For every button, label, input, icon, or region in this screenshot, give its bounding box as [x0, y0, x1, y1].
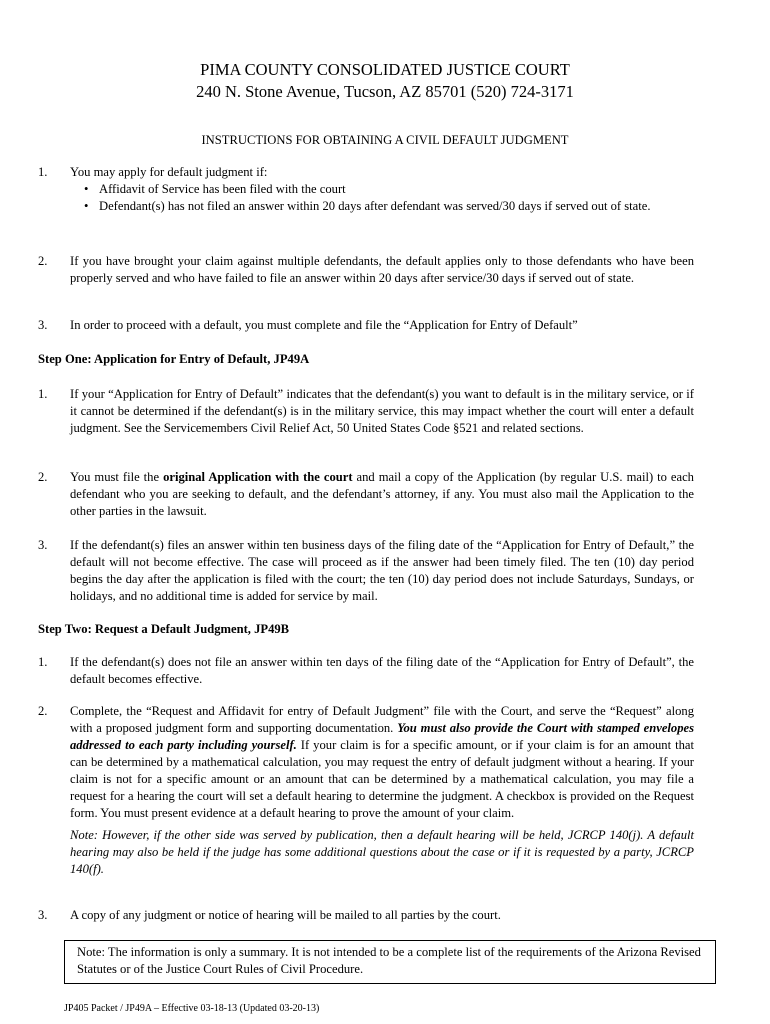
text-run: If your claim is for a specific amount, or if your claim is for an amount that can be determined by a mathematical calculation, you may request the entry of default judgment without a hearing. If your claim is not for a specific amount or an amount that can be determined by a mathematical calculation, you may file a request for a hearing the court will set a default hearing to determine the judgment. A checkbox is provided on the Request form. You must present evidence at a default hearing to prove the amount of your claim. — [70, 738, 694, 820]
item-number: 3. — [38, 908, 48, 922]
text-run: You must file the — [70, 470, 164, 484]
bullet-list — [70, 181, 694, 215]
bold-text: original Application with the court — [163, 470, 353, 484]
intro-item-1 — [38, 164, 694, 215]
item-text: If the defendant(s) does not file an answer within ten days of the filing date of the “Application for Entry of Default”, the default becomes effective. — [70, 655, 694, 686]
step-one-heading: Step One: Application for Entry of Default, JP49A — [38, 352, 310, 366]
item-text: In order to proceed with a default, you must complete and file the “Application for Entry of Default” — [70, 318, 578, 332]
step-one-item-1 — [38, 386, 694, 437]
step-two-heading: Step Two: Request a Default Judgment, JP49B — [38, 622, 290, 636]
hearing-note: Note: However, if the other side was served by publication, then a default hearing will be held, JCRCP 140(j). A default hearing may also be held if the judge has some additional questions about the case or if it is requested by a party, JCRCP 140(f). — [70, 828, 694, 876]
item-text: If your “Application for Entry of Default” indicates that the defendant(s) you want to default is in the military service, or if it cannot be determined if the defendant(s) is in the military service, this may impact whether the court will enter a default judgment. See the Servicemembers Civil Relief Act, 50 United States Code §521 and related sections. — [70, 387, 694, 435]
bullet-item: • Defendant(s) has not filed an answer within 20 days after defendant was served/30 days if served out of state. — [84, 198, 694, 215]
step-two-item-1 — [38, 654, 694, 688]
intro-item-3 — [38, 317, 694, 334]
item-number: 3. — [38, 538, 48, 552]
item-text: A copy of any judgment or notice of hearing will be mailed to all parties by the court. — [70, 908, 501, 922]
item-text: You may apply for default judgment if: — [70, 165, 268, 179]
court-address: 240 N. Stone Avenue, Tucson, AZ 85701 (520) 724-3171 — [196, 82, 574, 101]
item-text — [70, 703, 694, 822]
text-run: and mail a copy of the Application (by regular U.S. mail) to each defendant who you are seeking to default, and the defendant’s attorney, if any. You must also mail the Application to the other parties in the lawsuit. — [70, 470, 694, 518]
item-number: 1. — [38, 655, 48, 669]
item-text: If you have brought your claim against multiple defendants, the default applies only to those defendants who have been properly served and who have failed to file an answer within 20 days after service/30 days if served out of state. — [70, 254, 694, 285]
item-text: If the defendant(s) files an answer within ten business days of the filing date of the “Application for Entry of Default,” the default will not become effective. The case will proceed as if the answer had been timely filed. The ten (10) day period begins the day after the application is filed with the court; the ten (10) day period does not include Saturdays, Sundays, or holidays, and no additional time is added for service by mail. — [70, 538, 694, 603]
item-number: 2. — [38, 704, 48, 718]
step-one-item-3 — [38, 537, 694, 605]
summary-note-box: Note: The information is only a summary. It is not intended to be a complete list of the requirements of the Arizona Revised Statutes or of the Justice Court Rules of Civil Procedure. — [64, 940, 716, 984]
item-text — [70, 469, 694, 520]
step-two-item-3 — [38, 907, 694, 924]
item-number: 2. — [38, 254, 48, 268]
footer-revision: JP405 Packet / JP49A – Effective 03-18-13 (Updated 03-20-13) — [64, 1003, 320, 1014]
step-one-item-2 — [38, 469, 694, 520]
item-number: 2. — [38, 470, 48, 484]
court-name: PIMA COUNTY CONSOLIDATED JUSTICE COURT — [200, 60, 570, 79]
step-two-item-2 — [38, 703, 694, 878]
item-number: 3. — [38, 318, 48, 332]
item-number: 1. — [38, 165, 48, 179]
intro-item-2 — [38, 253, 694, 287]
item-number: 1. — [38, 387, 48, 401]
bullet-item: • Affidavit of Service has been filed with the court — [84, 181, 694, 198]
text-run: Complete, the “Request and Affidavit for entry of Default Judgment” file with the Court, and serve the “Request” along with a proposed judgment form and supporting documentation. — [70, 704, 694, 735]
document-title: INSTRUCTIONS FOR OBTAINING A CIVIL DEFAULT JUDGMENT — [201, 133, 569, 147]
emphasis-text: You must also provide the Court with stamped envelopes addressed to each party including yourself. — [70, 721, 695, 752]
